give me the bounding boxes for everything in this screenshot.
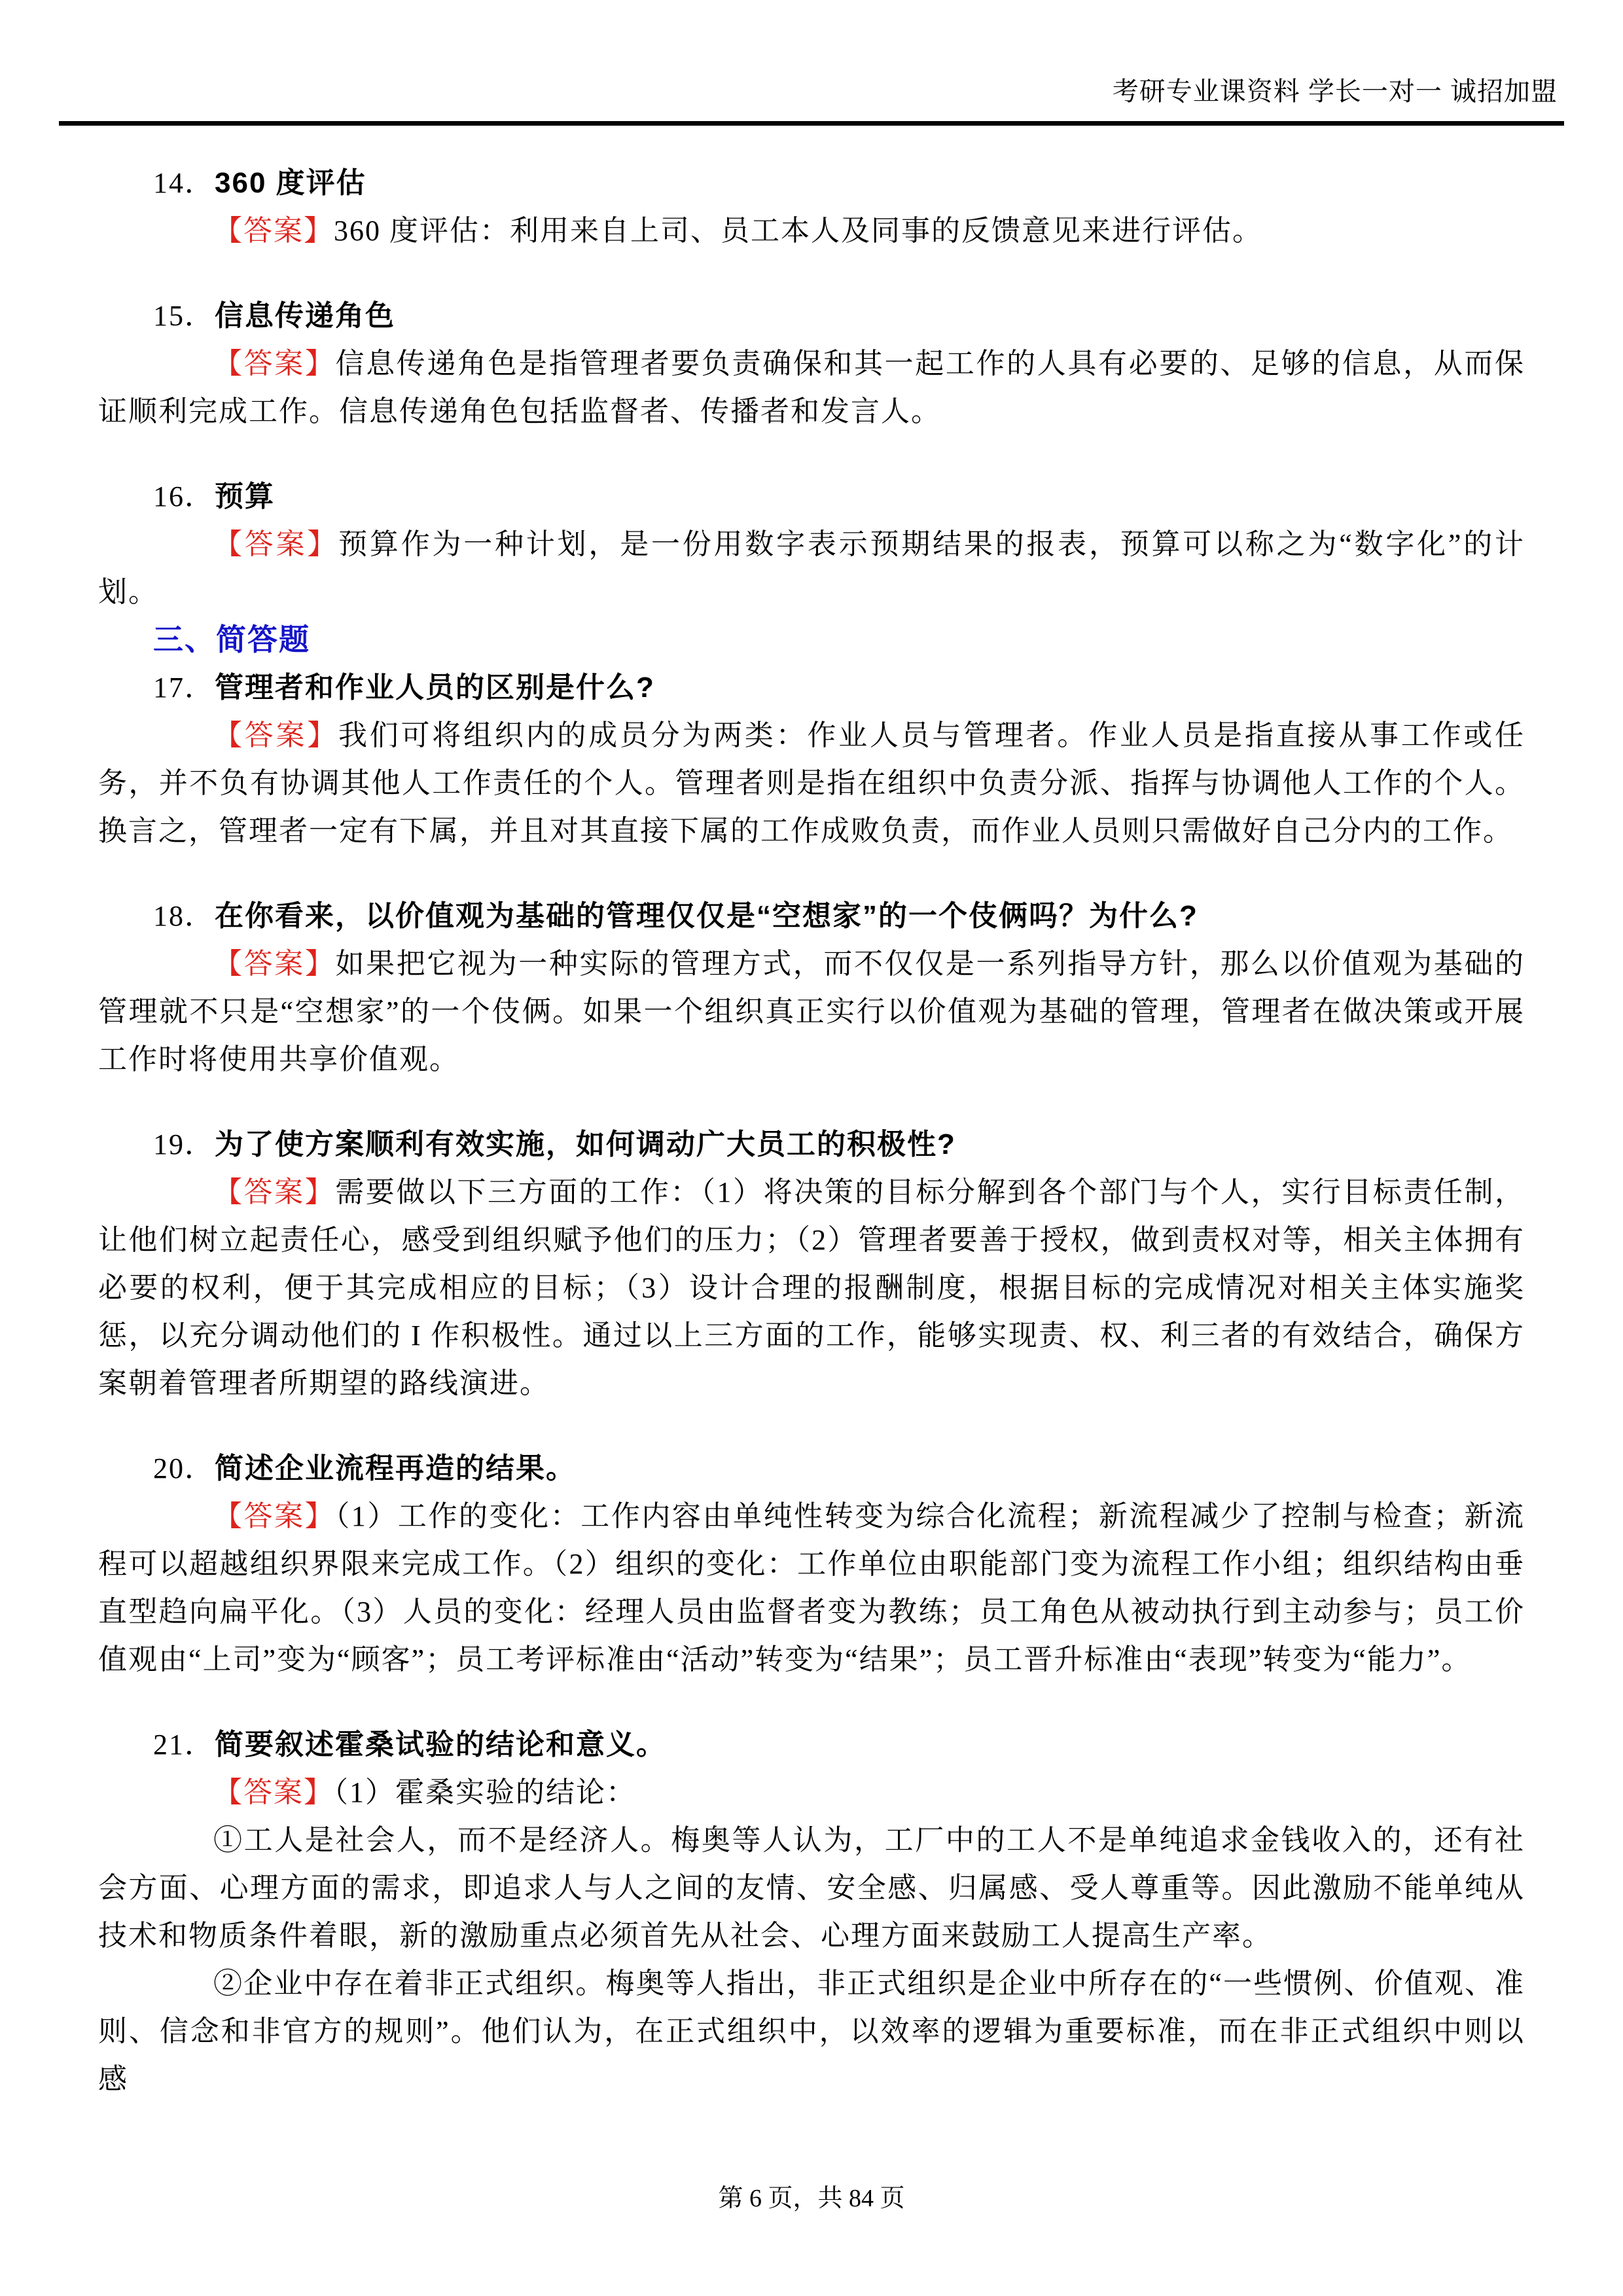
answer-label: 【答案】 xyxy=(213,348,336,380)
question-title xyxy=(98,159,1525,207)
answer-paragraph: 【答案】如果把它视为一种实际的管理方式，而不仅仅是一系列指导方针，那么以价值观为基础的管理就不只是“空想家”的一个伎俩。如果一个组织真正实行以价值观为基础的管理，管理者在做决策或开展工作时将使用共享价值观。 xyxy=(98,948,1525,1075)
question-title xyxy=(98,292,1525,340)
answer-label: 【答案】 xyxy=(213,215,334,247)
question-number: 18． xyxy=(153,900,215,932)
question-text: 360 度评估 xyxy=(215,167,366,199)
page-header xyxy=(59,76,1558,107)
question-item xyxy=(98,664,1525,855)
answer-label: 【答案】 xyxy=(213,948,336,980)
question-item xyxy=(98,473,1525,616)
question-number: 20． xyxy=(153,1452,215,1484)
header-tagline: 考研专业课资料 学长一对一 诚招加盟 xyxy=(1112,77,1558,106)
question-title xyxy=(98,1444,1525,1492)
question-text: 在你看来，以价值观为基础的管理仅仅是“空想家”的一个伎俩吗？为什么? xyxy=(215,900,1198,932)
question-text: 简要叙述霍桑试验的结论和意义。 xyxy=(215,1729,666,1761)
answer-paragraph: 【答案】预算作为一种计划，是一份用数字表示预期结果的报表，预算可以称之为“数字化”的计划。 xyxy=(98,528,1525,608)
answer-paragraph: 【答案】需要做以下三方面的工作：（1）将决策的目标分解到各个部门与个人，实行目标责任制，让他们树立起责任心，感受到组织赋予他们的压力；（2）管理者要善于授权，做到责权对等，相关主体拥有必要的权利，便于其完成相应的目标；（3）设计合理的报酬制度，根据目标的完成情况对相关主体实施奖惩，以充分调动他们的 I 作积极性。通过以上三方面的工作，能够实现责、权、利三者的有效结合，确保方案朝着管理者所期望的路线演进。 xyxy=(98,1176,1525,1399)
question-item xyxy=(98,292,1525,435)
question-title xyxy=(98,473,1525,520)
answer-paragraph: 【答案】（1）工作的变化：工作内容由单纯性转变为综合化流程；新流程减少了控制与检查；新流程可以超越组织界限来完成工作。（2）组织的变化：工作单位由职能部门变为流程工作小组；组织结构由垂直型趋向扁平化。（3）人员的变化：经理人员由监督者变为教练；员工角色从被动执行到主动参与；员工价值观由“上司”变为“顾客”；员工考评标准由“活动”转变为“结果”；员工晋升标准由“表现”转变为“能力”。 xyxy=(98,1500,1525,1676)
question-number: 15． xyxy=(153,300,215,332)
question-text: 为了使方案顺利有效实施，如何调动广大员工的积极性? xyxy=(215,1128,956,1160)
question-number: 14． xyxy=(153,167,215,199)
question-item xyxy=(98,1444,1525,1683)
question-title xyxy=(98,664,1525,711)
question-number: 21． xyxy=(153,1729,215,1761)
question-number: 16． xyxy=(153,480,215,512)
answer-paragraph: 【答案】我们可将组织内的成员分为两类：作业人员与管理者。作业人员是指直接从事工作或任务，并不负有协调其他人工作责任的个人。管理者则是指在组织中负责分派、指挥与协调他人工作的个人。换言之，管理者一定有下属，并且对其直接下属的工作成败负责，而作业人员则只需做好自己分内的工作。 xyxy=(98,719,1525,847)
answer-label: 【答案】 xyxy=(213,719,339,751)
answer-subparagraph: ①工人是社会人，而不是经济人。梅奥等人认为，工厂中的工人不是单纯追求金钱收入的，还有社会方面、心理方面的需求，即追求人与人之间的友情、安全感、归属感、受人尊重等。因此激励不能单纯从技术和物质条件着眼，新的激励重点必须首先从社会、心理方面来鼓励工人提高生产率。 xyxy=(98,1824,1525,1952)
answer-label: 【答案】 xyxy=(213,1500,336,1532)
answer-paragraph: 【答案】（1）霍桑实验的结论： xyxy=(213,1776,636,1808)
question-title xyxy=(98,1721,1525,1768)
document-body xyxy=(98,159,1525,2103)
question-title xyxy=(98,1121,1525,1168)
answer-paragraph: 【答案】信息传递角色是指管理者要负责确保和其一起工作的人具有必要的、足够的信息，从而保证顺利完成工作。信息传递角色包括监督者、传播者和发言人。 xyxy=(98,348,1525,427)
question-item xyxy=(98,892,1525,1083)
question-title xyxy=(98,892,1525,940)
question-text: 管理者和作业人员的区别是什么? xyxy=(215,672,655,704)
question-number: 17． xyxy=(153,672,215,704)
answer-label: 【答案】 xyxy=(213,1176,336,1208)
answer-paragraph: 【答案】360 度评估：利用来自上司、员工本人及同事的反馈意见来进行评估。 xyxy=(213,215,1262,247)
answer-label: 【答案】 xyxy=(213,1776,334,1808)
question-text: 预算 xyxy=(215,480,275,512)
answer-label: 【答案】 xyxy=(213,528,339,560)
answer-subparagraph: ②企业中存在着非正式组织。梅奥等人指出，非正式组织是企业中所存在的“一些惯例、价值观、准则、信念和非官方的规则”。他们认为，在正式组织中，以效率的逻辑为重要标准，而在非正式组织中则以感 xyxy=(98,1967,1525,2095)
question-text: 简述企业流程再造的结果。 xyxy=(215,1452,576,1484)
question-item xyxy=(98,1721,1525,2103)
question-text: 信息传递角色 xyxy=(215,300,395,332)
header-rule xyxy=(59,121,1564,126)
question-number: 19． xyxy=(153,1128,215,1160)
question-item xyxy=(98,1121,1525,1407)
question-item xyxy=(98,159,1525,255)
page-footer xyxy=(0,2182,1623,2215)
section-heading: 三、简答题 xyxy=(153,622,310,656)
page-number-text: 第 6 页，共 84 页 xyxy=(718,2185,905,2212)
